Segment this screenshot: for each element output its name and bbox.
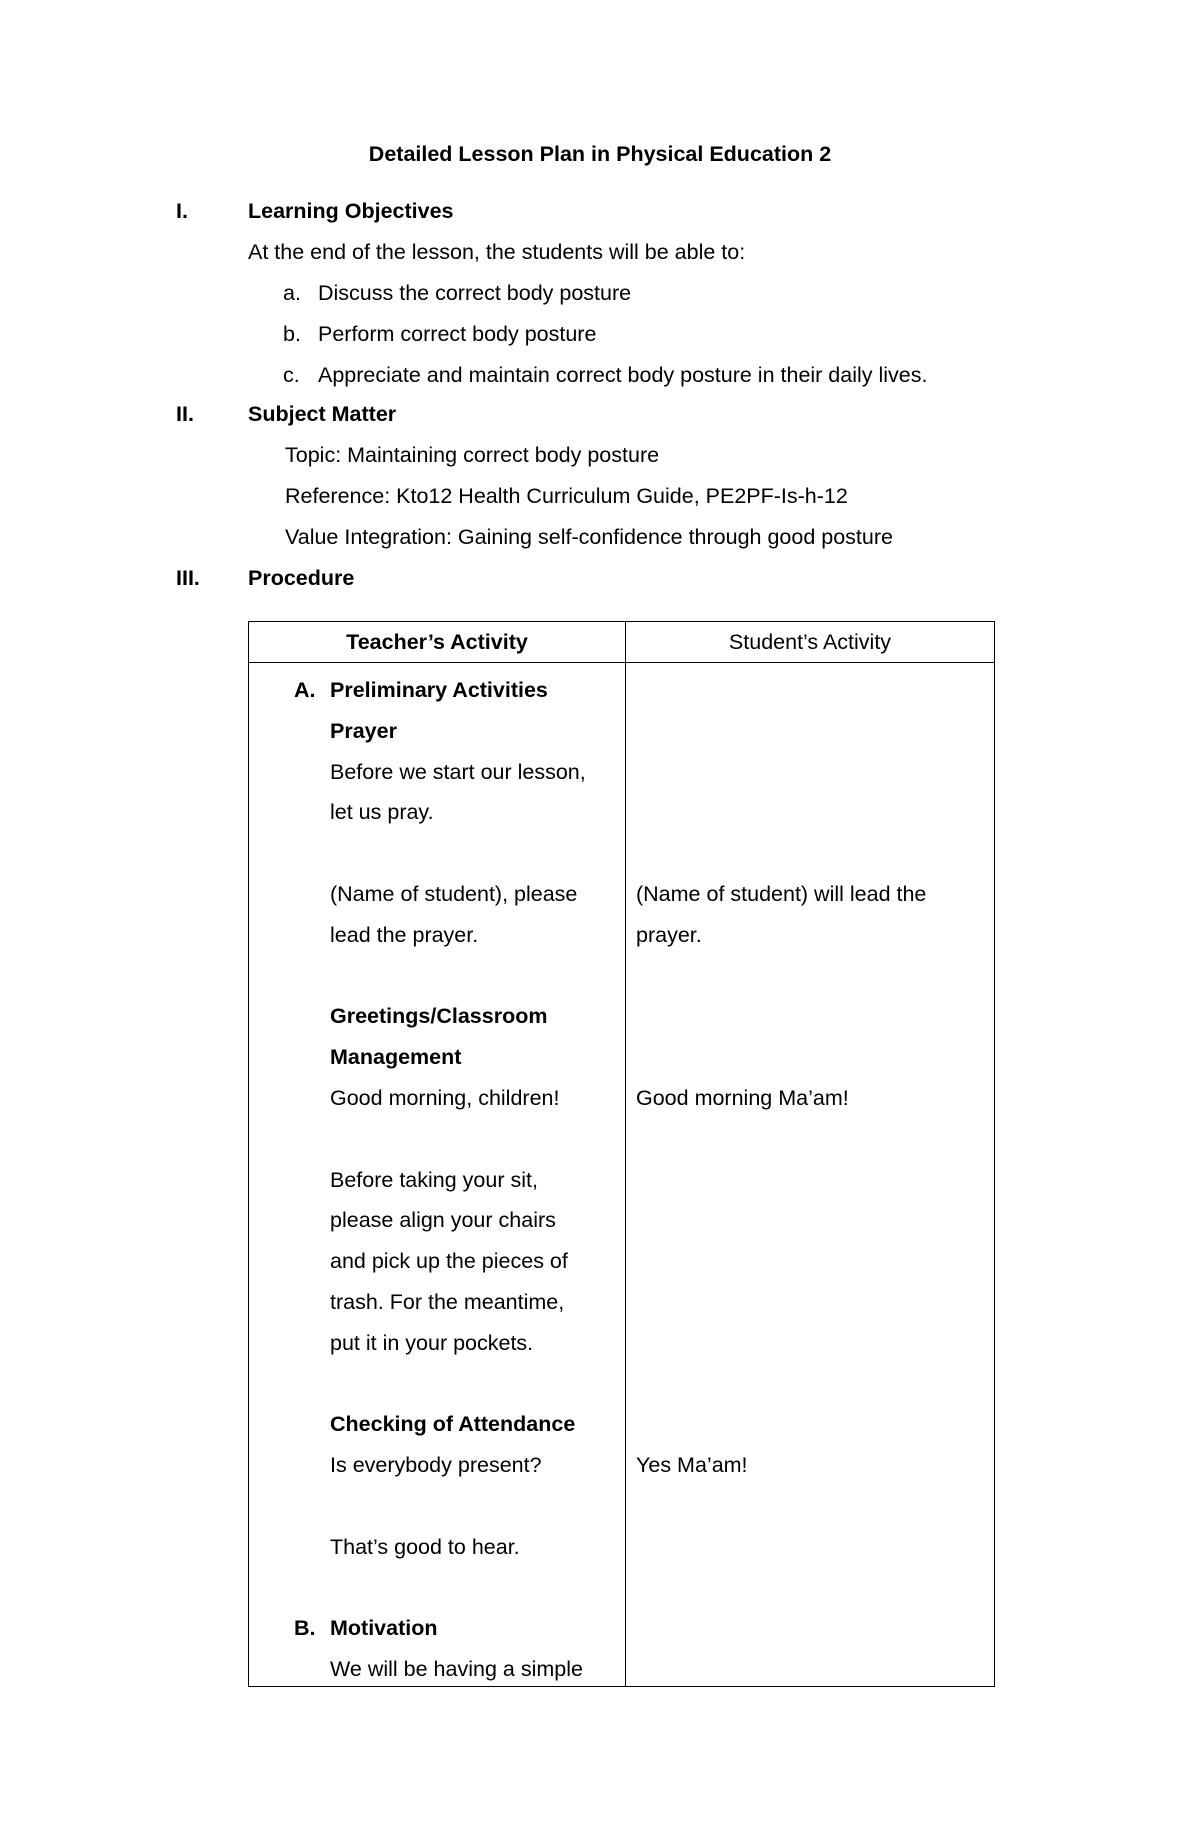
greetings-heading: Management xyxy=(330,1045,462,1069)
section-3-numeral: III. xyxy=(176,566,200,590)
greetings-teacher-line: Before taking your sit, xyxy=(330,1168,538,1192)
greetings-teacher-line: trash. For the meantime, xyxy=(330,1290,565,1314)
greetings-student-line: Good morning Ma’am! xyxy=(636,1086,849,1110)
section-2-numeral: II. xyxy=(176,402,194,426)
page-title: Detailed Lesson Plan in Physical Education 2 xyxy=(368,142,832,166)
subject-reference: Reference: Kto12 Health Curriculum Guide, PE2PF-Is-h-12 xyxy=(285,484,848,508)
subject-topic: Topic: Maintaining correct body posture xyxy=(285,443,660,467)
section-1-heading: Learning Objectives xyxy=(248,199,454,223)
greetings-teacher-line: put it in your pockets. xyxy=(330,1331,534,1355)
section-2-heading: Subject Matter xyxy=(248,402,397,426)
teacher-activity-header: Teacher’s Activity xyxy=(249,622,626,663)
objective-marker-a: a. xyxy=(283,281,301,305)
prayer-heading: Prayer xyxy=(330,719,397,743)
greetings-teacher-line: please align your chairs xyxy=(330,1208,556,1232)
greetings-teacher-line: and pick up the pieces of xyxy=(330,1249,568,1273)
prayer-teacher-line: lead the prayer. xyxy=(330,923,479,947)
prayer-teacher-line: (Name of student), please xyxy=(330,882,578,906)
prayer-student-line: prayer. xyxy=(636,923,702,947)
attendance-teacher-line: That’s good to hear. xyxy=(330,1535,520,1559)
student-activity-cell xyxy=(626,663,995,1687)
prayer-student-line: (Name of student) will lead the xyxy=(636,882,927,906)
table-header-row xyxy=(249,622,995,663)
procedure-table xyxy=(248,621,995,1687)
objectives-intro: At the end of the lesson, the students will be able to: xyxy=(248,240,746,264)
greetings-teacher-line: Good morning, children! xyxy=(330,1086,560,1110)
section-1-numeral: I. xyxy=(176,199,188,223)
objective-marker-b: b. xyxy=(283,322,301,346)
table-row xyxy=(249,663,995,1687)
greetings-heading: Greetings/Classroom xyxy=(330,1004,548,1028)
attendance-heading: Checking of Attendance xyxy=(330,1412,576,1436)
part-b-heading: Motivation xyxy=(330,1616,438,1640)
prayer-teacher-line: let us pray. xyxy=(330,800,434,824)
part-a-heading: Preliminary Activities xyxy=(330,678,548,702)
section-3-heading: Procedure xyxy=(248,566,355,590)
objective-marker-c: c. xyxy=(283,363,300,387)
attendance-student-line: Yes Ma’am! xyxy=(636,1453,748,1477)
objective-item-a: Discuss the correct body posture xyxy=(318,281,632,305)
objective-item-b: Perform correct body posture xyxy=(318,322,597,346)
objective-item-c: Appreciate and maintain correct body posture in their daily lives. xyxy=(318,363,928,387)
part-b-marker: B. xyxy=(294,1616,316,1640)
attendance-teacher-line: Is everybody present? xyxy=(330,1453,542,1477)
student-activity-header: Student’s Activity xyxy=(626,622,995,663)
teacher-activity-cell xyxy=(249,663,626,1687)
prayer-teacher-line: Before we start our lesson, xyxy=(330,760,586,784)
motivation-teacher-line: We will be having a simple xyxy=(330,1657,583,1681)
part-a-marker: A. xyxy=(294,678,316,702)
subject-value-integration: Value Integration: Gaining self-confidence through good posture xyxy=(285,525,893,549)
